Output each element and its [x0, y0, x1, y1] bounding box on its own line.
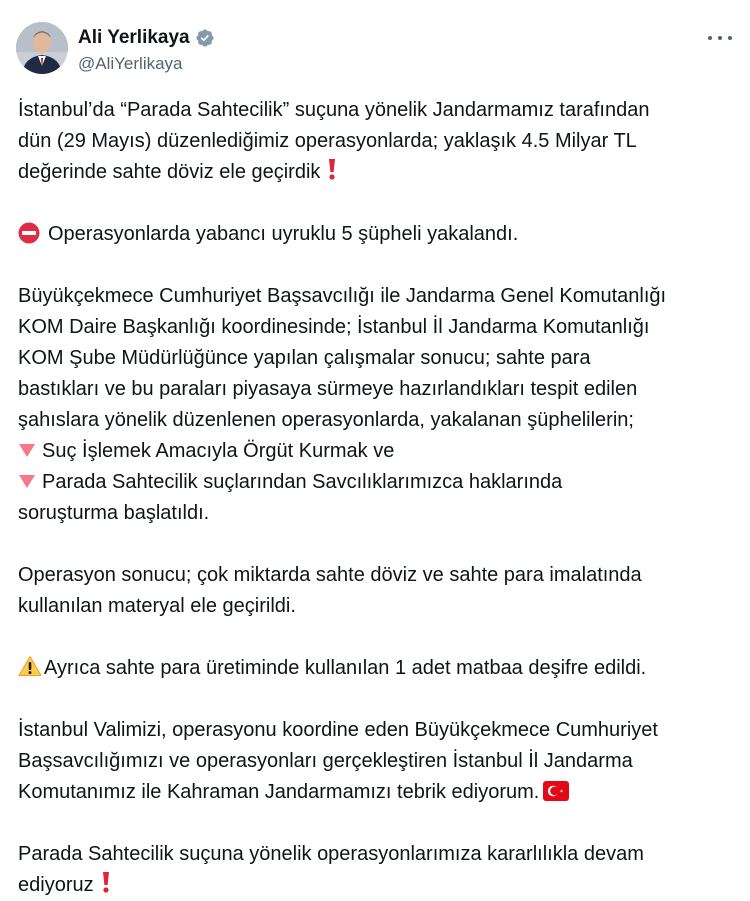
red-triangle-down-icon: [18, 473, 36, 489]
verified-badge-icon[interactable]: [195, 28, 215, 48]
text-line: değerinde sahte döviz ele geçirdik: [18, 161, 321, 183]
display-name-row: [78, 26, 215, 50]
turkey-flag-icon: [543, 781, 569, 801]
paragraph-1: [18, 95, 733, 188]
text-line-with-emoji: [18, 870, 733, 901]
text-line: şahıslara yönelik düzenlenen operasyonlarda, yakalanan şüphelilerin;: [18, 409, 634, 431]
text-line: ediyoruz: [18, 874, 94, 896]
text-line: İstanbul Valimizi, operasyonu koordine eden Büyükçekmece Cumhuriyet: [18, 719, 658, 741]
bullet-line: [18, 436, 733, 467]
author-handle[interactable]: @AliYerlikaya: [78, 54, 183, 73]
text-line: Başsavcılığımızı ve operasyonları gerçekleştiren İstanbul İl Jandarma: [18, 750, 633, 772]
red-triangle-down-icon: [18, 442, 36, 458]
text-line-with-emoji: [18, 157, 733, 188]
paragraph-4: [18, 560, 733, 622]
paragraph-5: [18, 653, 733, 684]
text-line: soruşturma başlatıldı.: [18, 502, 210, 524]
author-names: [78, 26, 215, 74]
text-line: Parada Sahtecilik suçuna yönelik operasyonlarımıza kararlılıkla devam: [18, 843, 644, 865]
text-line: İstanbul’da “Parada Sahtecilik” suçuna yönelik Jandarmamız tarafından: [18, 99, 650, 121]
bullet-text: Suç İşlemek Amacıyla Örgüt Kurmak ve: [42, 440, 395, 462]
text-line: bastıkları ve bu paraları piyasaya sürmeye hazırlandıkları tespit edilen: [18, 378, 638, 400]
paragraph-2: [18, 219, 733, 250]
text-line-with-emoji: [18, 219, 733, 250]
text-line: kullanılan materyal ele geçirildi.: [18, 595, 296, 617]
text-line: KOM Şube Müdürlüğünce yapılan çalışmalar sonucu; sahte para: [18, 347, 591, 369]
tweet-text: [18, 95, 733, 901]
red-exclamation-icon: [100, 870, 112, 894]
text-line: Operasyon sonucu; çok miktarda sahte döviz ve sahte para imalatında: [18, 564, 642, 586]
text-line: KOM Daire Başkanlığı koordinesinde; İstanbul İl Jandarma Komutanlığı: [18, 316, 650, 338]
tweet-header: [16, 22, 734, 78]
more-horizontal-icon[interactable]: [706, 28, 734, 48]
paragraph-3: [18, 281, 733, 529]
text-line: Büyükçekmece Cumhuriyet Başsavcılığı ile Jandarma Genel Komutanlığı: [18, 285, 667, 307]
paragraph-7: [18, 839, 733, 901]
bullet-text: Parada Sahtecilik suçlarından Savcılıklarımızca haklarında: [42, 471, 563, 493]
avatar[interactable]: [16, 22, 68, 74]
red-exclamation-icon: [326, 157, 338, 181]
text-line: Operasyonlarda yabancı uyruklu 5 şüpheli yakalandı.: [48, 223, 519, 245]
no-entry-icon: [18, 222, 40, 244]
text-line-with-emoji: [18, 653, 733, 684]
text-line-with-emoji: [18, 777, 733, 808]
warning-icon: [18, 655, 42, 677]
text-line: Ayrıca sahte para üretiminde kullanılan 1 adet matbaa deşifre edildi.: [44, 657, 647, 679]
display-name[interactable]: Ali Yerlikaya: [78, 27, 190, 48]
text-line: dün (29 Mayıs) düzenlediğimiz operasyonlarda; yaklaşık 4.5 Milyar TL: [18, 130, 637, 152]
bullet-line: [18, 467, 733, 498]
text-line: Komutanımız ile Kahraman Jandarmamızı tebrik ediyorum.: [18, 781, 540, 803]
profile-photo-icon: [16, 22, 68, 74]
paragraph-6: [18, 715, 733, 808]
